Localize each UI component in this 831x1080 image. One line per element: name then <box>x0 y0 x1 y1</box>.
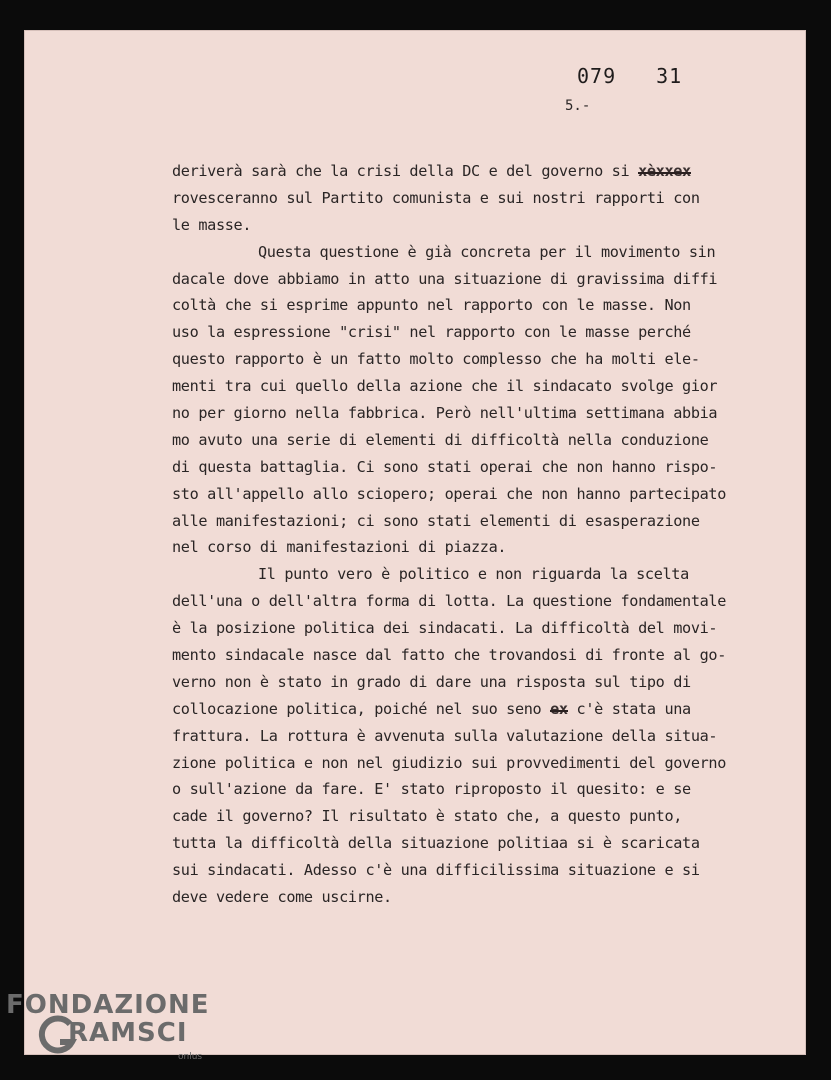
text-line <box>172 857 782 884</box>
archive-number-secondary: 31 <box>656 64 683 88</box>
line-text: collocazione politica, poiché nel suo seno <box>172 699 551 718</box>
text-line <box>172 830 782 857</box>
text-line <box>172 239 782 266</box>
text-line <box>172 481 782 508</box>
text-line <box>172 508 782 535</box>
line-text: dacale dove abbiamo in atto una situazione di gravissima diffi <box>172 269 718 288</box>
line-text: menti tra cui quello della azione che il sindacato svolge gior <box>172 377 718 396</box>
text-line <box>172 561 782 588</box>
fondazione-gramsci-logo <box>6 990 216 1070</box>
text-line <box>172 642 782 669</box>
line-text: rovesceranno sul Partito comunista e sui nostri rapporti con <box>172 188 700 207</box>
text-line <box>172 534 782 561</box>
text-line <box>172 750 782 777</box>
line-text: frattura. La rottura è avvenuta sulla valutazione della situa- <box>172 726 718 745</box>
line-text: nel corso di manifestazioni di piazza. <box>172 538 507 557</box>
text-line <box>172 696 782 723</box>
logo-line-1: FONDAZIONE <box>6 990 210 1020</box>
line-text-after: c'è stata una <box>567 699 691 718</box>
line-text: verno non è stato in grado di dare una risposta sul tipo di <box>172 672 691 691</box>
logo-line-2: RAMSCI <box>68 1018 188 1048</box>
text-line <box>172 427 782 454</box>
line-text: questo rapporto è un fatto molto complesso che ha molti ele- <box>172 350 700 369</box>
line-text: è la posizione politica dei sindacati. La difficoltà del movi- <box>172 619 718 638</box>
text-line <box>172 615 782 642</box>
line-text: sui sindacati. Adesso c'è una difficilissima situazione e si <box>172 861 700 880</box>
line-text: Il punto vero è politico e non riguarda la scelta <box>258 565 689 584</box>
text-line <box>172 803 782 830</box>
line-text: cade il governo? Il risultato è stato che, a questo punto, <box>172 807 683 826</box>
text-line <box>172 884 782 911</box>
page-number: 5.- <box>565 98 591 114</box>
text-line <box>172 454 782 481</box>
line-text: o sull'azione da fare. E' stato riproposto il quesito: e se <box>172 780 691 799</box>
line-text: sto all'appello allo sciopero; operai che non hanno partecipato <box>172 484 727 503</box>
text-line <box>172 158 782 185</box>
archive-number <box>577 64 682 88</box>
struck-out-text: ex <box>550 696 568 723</box>
struck-out-text: xèxxex <box>638 158 691 185</box>
line-text: tutta la difficoltà della situazione politiaa si è scaricata <box>172 834 700 853</box>
line-text: di questa battaglia. Ci sono stati operai che non hanno rispo- <box>172 457 718 476</box>
text-line <box>172 292 782 319</box>
text-line <box>172 400 782 427</box>
text-line <box>172 319 782 346</box>
line-text: alle manifestazioni; ci sono stati elementi di esasperazione <box>172 511 700 530</box>
line-text: deriverà sarà che la crisi della DC e del governo si <box>172 162 639 180</box>
line-text: mo avuto una serie di elementi di difficoltà nella conduzione <box>172 430 709 449</box>
text-line <box>172 346 782 373</box>
line-text: zione politica e non nel giudizio sui provvedimenti del governo <box>172 753 727 772</box>
line-text: mento sindacale nasce dal fatto che trovandosi di fronte al go- <box>172 646 727 665</box>
line-text: dell'una o dell'altra forma di lotta. La questione fondamentale <box>172 592 727 611</box>
text-line <box>172 669 782 696</box>
line-text: le masse. <box>172 215 252 234</box>
document-body <box>172 158 782 911</box>
text-line <box>172 588 782 615</box>
logo-line-3: onlus <box>178 1052 203 1062</box>
text-line <box>172 723 782 750</box>
text-line <box>172 373 782 400</box>
archive-number-primary: 079 <box>577 64 617 88</box>
line-text: no per giorno nella fabbrica. Però nell'ultima settimana abbia <box>172 404 718 423</box>
line-text: Questa questione è già concreta per il movimento sin <box>258 242 716 261</box>
line-text: deve vedere come uscirne. <box>172 888 392 907</box>
text-line <box>172 266 782 293</box>
text-line <box>172 185 782 212</box>
line-text: uso la espressione "crisi" nel rapporto con le masse perché <box>172 323 691 342</box>
text-line <box>172 776 782 803</box>
text-line <box>172 212 782 239</box>
line-text: coltà che si esprime appunto nel rapporto con le masse. Non <box>172 296 691 315</box>
